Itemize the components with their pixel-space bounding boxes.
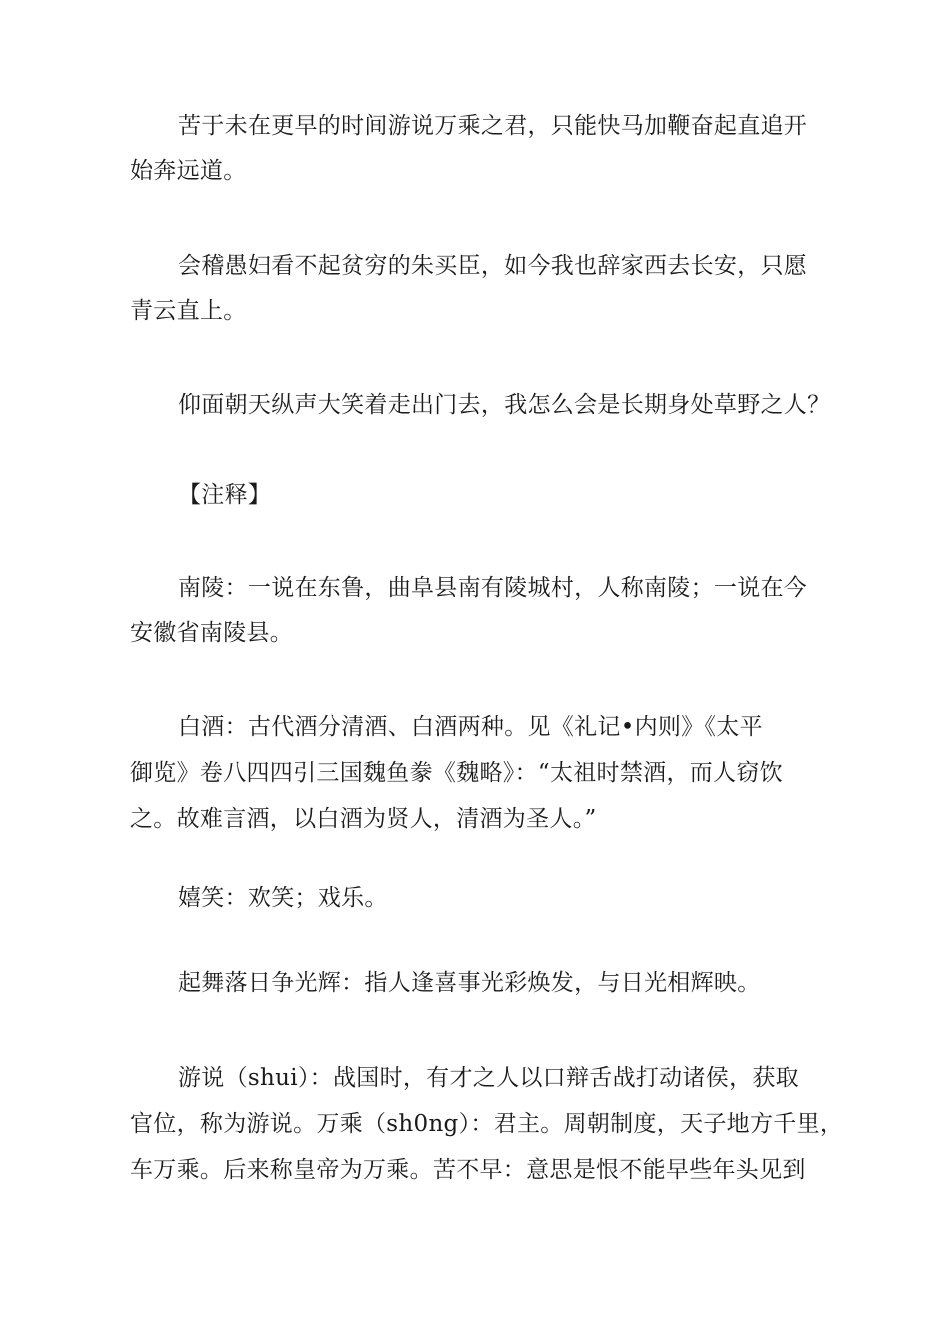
text-line: 起舞落日争光辉：指人逢喜事光彩焕发，与日光相辉映。 xyxy=(178,970,761,996)
text-line: 白酒：古代酒分清酒、白酒两种。见《礼记•内则》《太平 xyxy=(178,714,763,740)
text-line: 仰面朝天纵声大笑着走出门去，我怎么会是长期身处草野之人？ xyxy=(178,392,831,418)
text-line: 安徽省南陵县。 xyxy=(130,620,294,646)
text-line: 车万乘。后来称皇帝为万乘。苦不早：意思是恨不能早些年头见到 xyxy=(130,1157,806,1183)
text-line: 青云直上。 xyxy=(130,298,247,324)
text-line: 御览》卷八四四引三国魏鱼豢《魏略》：“太祖时禁酒，而人窃饮 xyxy=(130,760,783,786)
text-line: 南陵：一说在东鲁，曲阜县南有陵城村，人称南陵；一说在今 xyxy=(178,575,808,601)
text-line: 会稽愚妇看不起贫穷的朱买臣，如今我也辞家西去长安，只愿 xyxy=(178,253,808,279)
text-line: 游说（shui）：战国时，有才之人以口辩舌战打动诸侯，获取 xyxy=(178,1065,799,1091)
text-line: 苦于未在更早的时间游说万乘之君，只能快马加鞭奋起直追开 xyxy=(178,113,808,139)
text-line: 始奔远道。 xyxy=(130,158,247,184)
text-line: 官位，称为游说。万乘（sh0ng）：君主。周朝制度，天子地方千里， xyxy=(130,1111,844,1137)
text-line: 之。故难言酒，以白酒为贤人，清酒为圣人。” xyxy=(130,806,597,832)
text-line: 嬉笑：欢笑；戏乐。 xyxy=(178,885,388,911)
section-heading: 【注释】 xyxy=(178,482,272,508)
